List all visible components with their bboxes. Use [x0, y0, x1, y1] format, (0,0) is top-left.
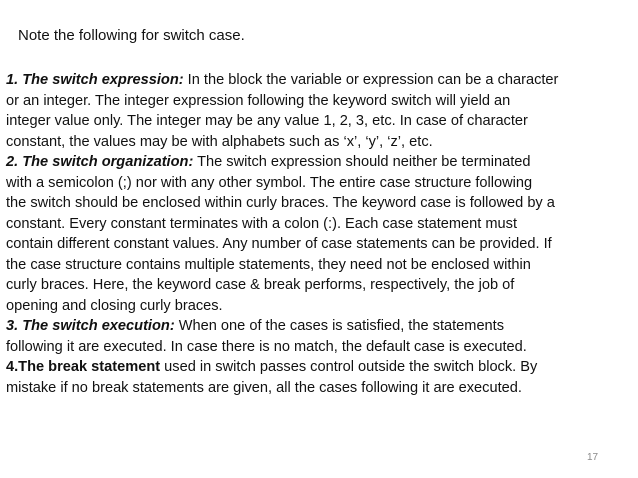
- point-1-line-1: In the block the variable or expression can be a character: [183, 72, 559, 88]
- point-2-line-4: constant. Every constant terminates with a colon (:). Each case statement must: [6, 215, 518, 232]
- point-2-line-1: The switch expression should neither be terminated: [193, 154, 531, 170]
- point-4-line-1: used in switch passes control outside the switch block. By: [160, 359, 538, 375]
- point-2-line-3: the switch should be enclosed within curly braces. The keyword case is followed by a: [6, 195, 555, 211]
- point-3-line-1: When one of the cases is satisfied, the statements: [174, 318, 505, 334]
- point-2-first-line: [6, 152, 632, 173]
- point-3-label: 3. The switch execution:: [6, 318, 175, 334]
- point-3-line-2: following it are executed. In case there is no match, the default case is executed.: [6, 338, 527, 355]
- point-1-label: 1. The switch expression:: [6, 72, 184, 88]
- point-2-line-7: curly braces. Here, the keyword case & break performs, respectively, the job of: [6, 277, 515, 293]
- slide-title: Note the following for switch case.: [18, 27, 245, 44]
- point-4-line-2: mistake if no break statements are given, all the cases following it are executed.: [6, 379, 522, 396]
- point-1-first-line: [6, 70, 632, 91]
- point-2-line-6: the case structure contains multiple statements, they need not be enclosed within: [6, 256, 531, 273]
- body-text: [6, 70, 632, 398]
- point-2-line-2: with a semicolon (;) nor with any other symbol. The entire case structure following: [6, 174, 533, 191]
- point-4-label: 4.The break statement: [6, 359, 161, 375]
- page-number: 17: [587, 452, 599, 463]
- point-1-line-4: constant, the values may be with alphabets such as ‘x’, ‘y’, ‘z’, etc.: [6, 133, 433, 150]
- point-2-line-5: contain different constant values. Any number of case statements can be provided. If: [6, 236, 552, 252]
- point-1-line-3: integer value only. The integer may be any value 1, 2, 3, etc. In case of character: [6, 113, 528, 129]
- point-2-line-8: opening and closing curly braces.: [6, 297, 223, 314]
- point-4-first-line: [6, 357, 632, 378]
- point-3-first-line: [6, 316, 632, 337]
- point-2-label: 2. The switch organization:: [6, 154, 194, 170]
- point-1-line-2: or an integer. The integer expression following the keyword switch will yield an: [6, 92, 511, 109]
